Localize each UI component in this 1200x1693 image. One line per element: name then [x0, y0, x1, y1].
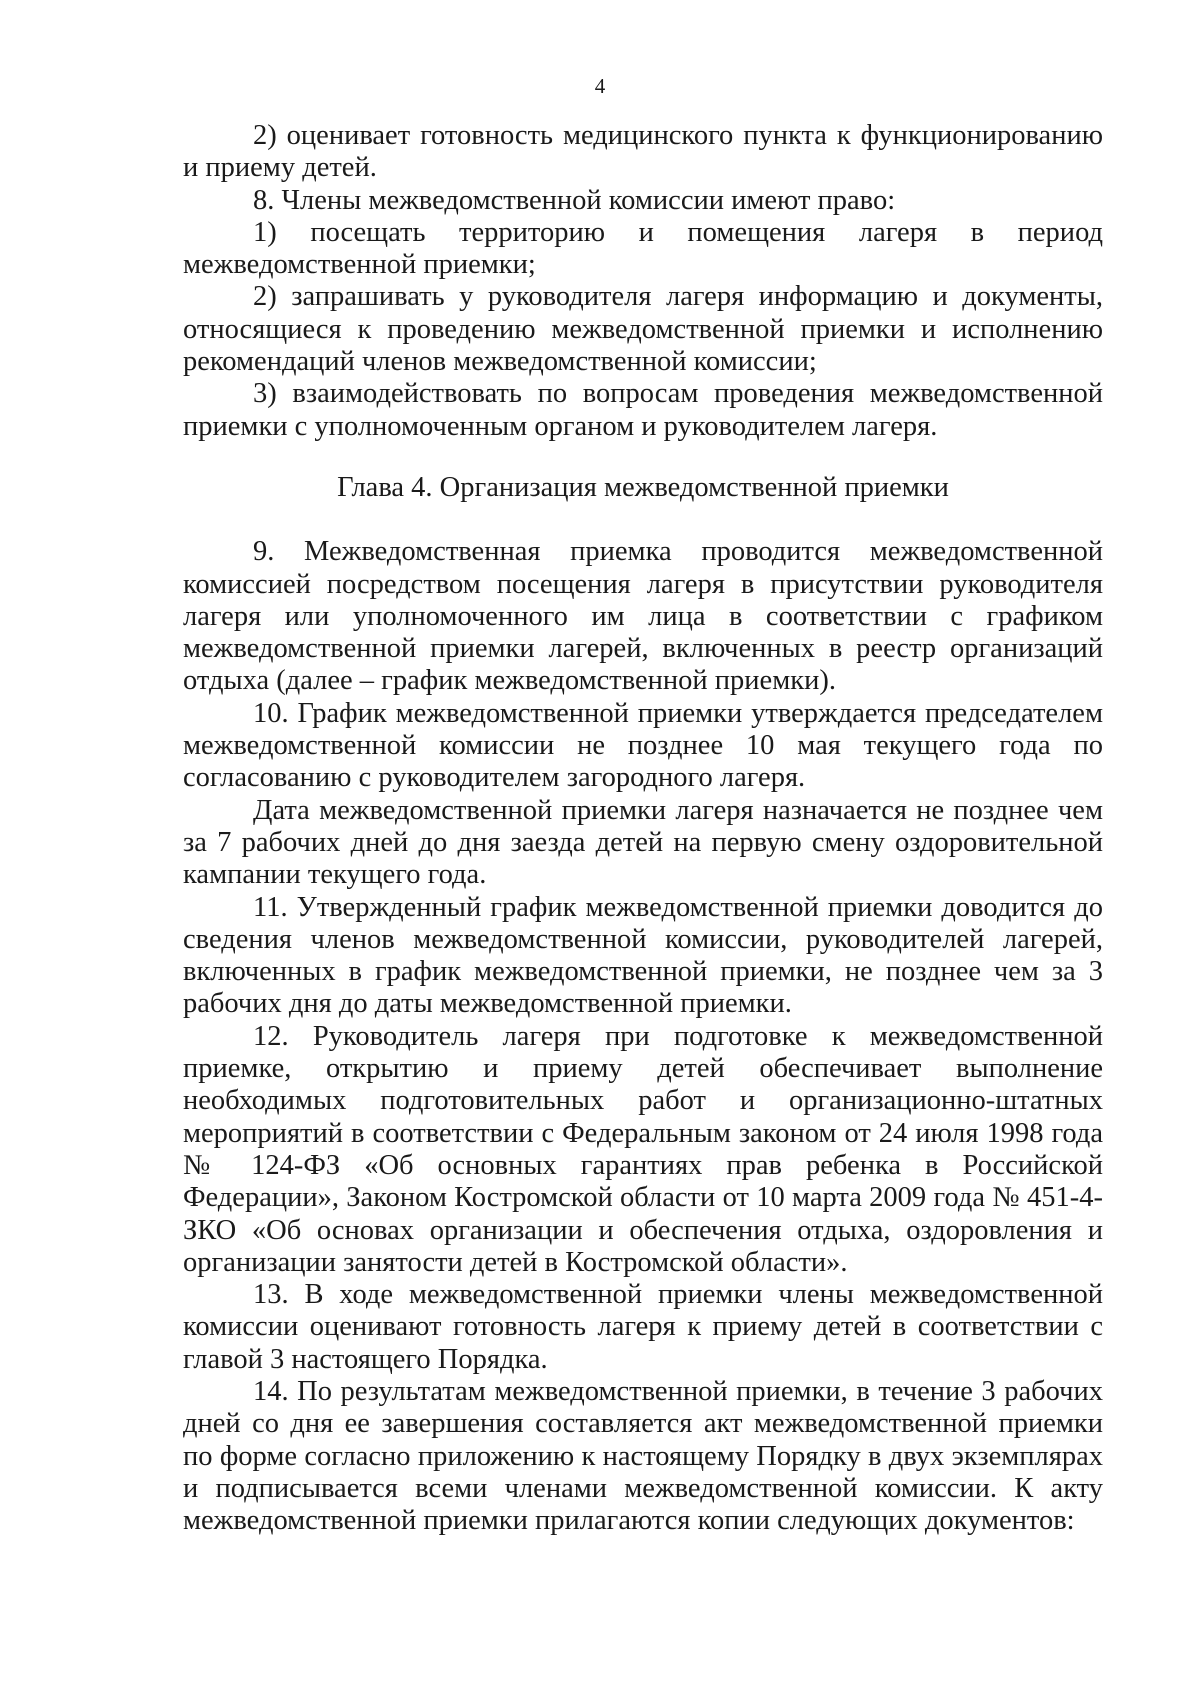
paragraph-10: 10. График межведомственной приемки утверждается председателем межведомственной комиссии не позднее 10 мая текущего года по согласованию с руководителем загородного лагеря.: [183, 697, 1103, 794]
paragraph-13: 13. В ходе межведомственной приемки члены межведомственной комиссии оценивают готовность лагеря к приему детей в соответствии с главой 3 настоящего Порядка.: [183, 1279, 1103, 1375]
document-body: [183, 120, 1103, 1537]
paragraph-10-date: Дата межведомственной приемки лагеря назначается не позднее чем за 7 рабочих дней до дня заезда детей на первую смену оздоровительной кампании текущего года.: [183, 794, 1103, 891]
paragraph-8-item-2: 2) запрашивать у руководителя лагеря информацию и документы, относящиеся к проведению межведомственной приемки и исполнению рекомендаций членов межведомственной комиссии;: [183, 281, 1103, 378]
paragraph-14: 14. По результатам межведомственной приемки, в течение 3 рабочих дней со дня ее завершения составляется акт межведомственной приемки по форме согласно приложению к настоящему Порядку в двух экземплярах и подписывается всеми членами межведомственной комиссии. К акту межведомственной приемки прилагаются копии следующих документов:: [183, 1375, 1103, 1537]
paragraph-8-item-1: 1) посещать территорию и помещения лагеря в период межведомственной приемки;: [183, 216, 1103, 281]
paragraph-8-item-3: 3) взаимодействовать по вопросам проведения межведомственной приемки с уполномоченным органом и руководителем лагеря.: [183, 378, 1103, 442]
paragraph-7-item-2: 2) оценивает готовность медицинского пункта к функционированию и приему детей.: [183, 120, 1103, 184]
page-number: 4: [594, 74, 606, 98]
chapter-heading: Глава 4. Организация межведомственной приемки: [337, 471, 949, 503]
paragraph-9: 9. Межведомственная приемка проводится межведомственной комиссией посредством посещения лагеря в присутствии руководителя лагеря или уполномоченного им лица в соответствии с графиком межведомственной приемки лагерей, включенных в реестр организаций отдыха (далее – график межведомственной приемки).: [183, 536, 1103, 697]
paragraph-11: 11. Утвержденный график межведомственной приемки доводится до сведения членов межведомственной комиссии, руководителей лагерей, включенных в график межведомственной приемки, не позднее чем за 3 рабочих дня до даты межведомственной приемки.: [183, 891, 1103, 1020]
paragraph-12: 12. Руководитель лагеря при подготовке к межведомственной приемке, открытию и приему детей обеспечивает выполнение необходимых подготовительных работ и организационно-штатных мероприятий в соответствии с Федеральным законом от 24 июля 1998 года № 124-ФЗ «Об основных гарантиях прав ребенка в Российской Федерации», Законом Костромской области от 10 марта 2009 года № 451-4-ЗКО «Об основах организации и обеспечения отдыха, оздоровления и организации занятости детей в Костромской области».: [183, 1020, 1103, 1278]
paragraph-8: 8. Члены межведомственной комиссии имеют право:: [253, 184, 896, 216]
